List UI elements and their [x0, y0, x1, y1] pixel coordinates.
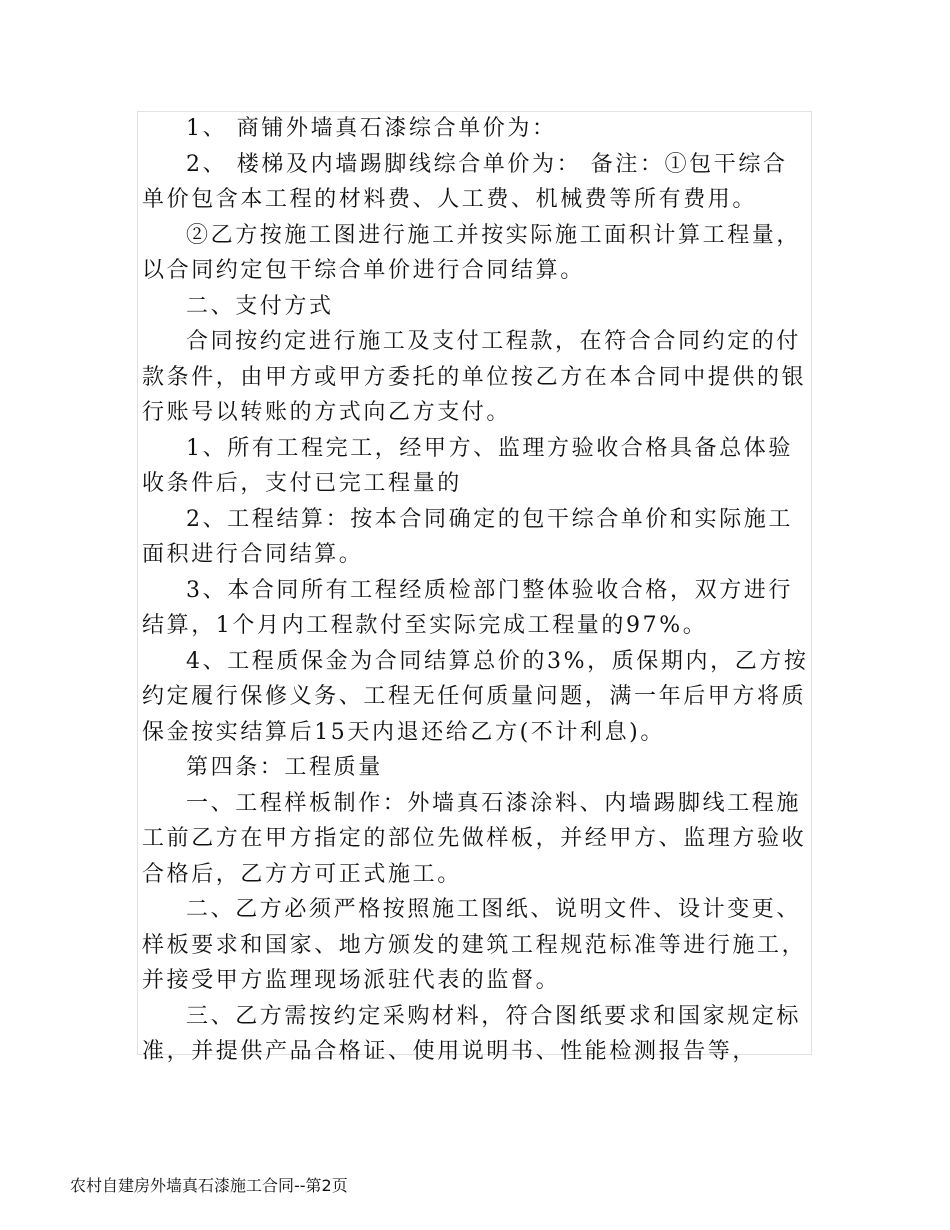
paragraph-payment-item-1: 1、所有工程完工，经甲方、监理方验收合格具备总体验收条件后，支付已完工程量的: [142, 435, 793, 496]
paragraph-quality-item-3: 三、乙方需按约定采购材料，符合图纸要求和国家规定标准，并提供产品合格证、使用说明书、性能检测报告等，: [142, 1003, 802, 1064]
paragraph-shop-wall-price: 1、 商铺外墙真石漆综合单价为：: [186, 116, 557, 141]
paragraph-payment-method: 合同按约定进行施工及支付工程款，在符合合同约定的付款条件，由甲方或甲方委托的单位按乙方在本合同中提供的银行账号以转账的方式向乙方支付。: [142, 329, 807, 425]
paragraph-payment-item-2: 2、工程结算：按本合同确定的包干综合单价和实际施工面积进行合同结算。: [142, 506, 793, 567]
paragraph-payment-item-4: 4、工程质保金为合同结算总价的3%，质保期内，乙方按约定履行保修义务、工程无任何质量问题，满一年后甲方将质保金按实结算后15天内退还给乙方(不计利息)。: [142, 648, 809, 745]
paragraph-payment-item-3: 3、本合同所有工程经质检部门整体验收合格，双方进行结算，1个月内工程款付至实际完成工程量的97%。: [142, 577, 793, 638]
section-heading-quality: 第四条：工程质量: [186, 755, 383, 780]
paragraph-stair-skirting-price: 2、 楼梯及内墙踢脚线综合单价为： 备注：①包干综合单价包含本工程的材料费、人工费、机械费等所有费用。: [142, 151, 788, 212]
paragraph-quality-item-1: 一、工程样板制作：外墙真石漆涂料、内墙踢脚线工程施工前乙方在甲方指定的部位先做样板，并经甲方、监理方验收合格后，乙方方可正式施工。: [142, 790, 807, 887]
paragraph-settlement-by-area: ②乙方按施工图进行施工并按实际施工面积计算工程量，以合同约定包干综合单价进行合同结算。: [142, 222, 802, 283]
paragraph-quality-item-2: 二、乙方必须严格按照施工图纸、说明文件、设计变更、样板要求和国家、地方颁发的建筑工程规范标准等进行施工，并接受甲方监理现场派驻代表的监督。: [142, 897, 807, 993]
section-heading-payment: 二、支付方式: [186, 293, 334, 319]
page-footer: 农村自建房外墙真石漆施工合同--第2页: [70, 1176, 348, 1195]
document-body: [142, 111, 812, 1070]
